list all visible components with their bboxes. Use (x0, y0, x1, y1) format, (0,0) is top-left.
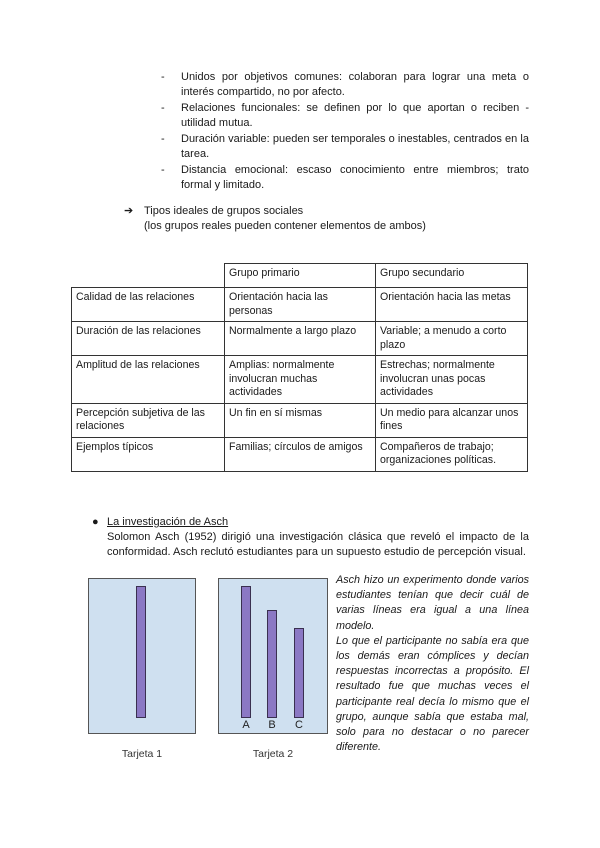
cell-primary: Un fin en sí mismas (225, 403, 376, 437)
list-item-text: Unidos por objetivos comunes: colaboran para lograr una meta o interés compartido, no por afecto. (181, 71, 529, 98)
card-2 (218, 578, 328, 734)
comparison-line-b (267, 610, 277, 718)
table-row (72, 288, 528, 322)
list-item (161, 101, 529, 131)
cell-primary: Familias; círculos de amigos (225, 437, 376, 471)
characteristics-list (161, 70, 529, 194)
cell-secondary: Compañeros de trabajo; organizaciones políticas. (376, 437, 528, 471)
label-c: C (295, 719, 303, 731)
ideal-types-subtitle: (los grupos reales pueden contener elementos de ambos) (144, 220, 426, 232)
list-item-text: Relaciones funcionales: se definen por lo que aportan o reciben - utilidad mutua. (181, 102, 529, 129)
cell-secondary: Orientación hacia las metas (376, 288, 528, 322)
dash-marker: - (161, 133, 165, 145)
dash-marker: - (161, 164, 165, 176)
cell-secondary: Estrechas; normalmente involucran unas pocas actividades (376, 356, 528, 404)
asch-title: La investigación de Asch (107, 516, 229, 528)
experiment-note (336, 573, 529, 755)
cell-primary: Amplias: normalmente involucran muchas actividades (225, 356, 376, 404)
table-row (72, 437, 528, 471)
asch-body: Solomon Asch (1952) dirigió una investigación clásica que reveló el impacto de la conformidad. Asch reclutó estudiantes para un supuesto estudio de percepción visual. (107, 531, 529, 558)
cell-secondary: Variable; a menudo a corto plazo (376, 322, 528, 356)
table-corner-cell (72, 264, 225, 288)
cell-secondary: Un medio para alcanzar unos fines (376, 403, 528, 437)
label-b: B (268, 719, 276, 731)
ideal-types-heading (124, 204, 426, 234)
bullet-icon: ● (92, 516, 99, 528)
comparison-line-c (294, 628, 304, 718)
arrow-icon: ➔ (124, 205, 134, 217)
row-label: Calidad de las relaciones (72, 288, 225, 322)
table-row (72, 322, 528, 356)
row-label: Percepción subjetiva de las relaciones (72, 403, 225, 437)
dash-marker: - (161, 102, 165, 114)
row-label: Amplitud de las relaciones (72, 356, 225, 404)
table-row (72, 356, 528, 404)
dash-marker: - (161, 71, 165, 83)
table-header-row (72, 264, 528, 288)
reference-line (136, 586, 146, 718)
table-row (72, 403, 528, 437)
list-item-text: Distancia emocional: escaso conocimiento entre miembros; trato formal y limitado. (181, 164, 529, 191)
experiment-note-para-2: Lo que el participante no sabía era que los demás eran cómplices y decían respuestas incorrectas a propósito. El resultado fue que muchas veces el participante real decía lo mismo que el grupo, aunque sabía que estaba mal, solo para no destacar o no parecer diferente. (336, 634, 529, 754)
cell-primary: Orientación hacia las personas (225, 288, 376, 322)
comparison-line-a (241, 586, 251, 718)
header-primary: Grupo primario (225, 264, 376, 288)
list-item (161, 163, 529, 193)
experiment-note-para-1: Asch hizo un experimento donde varios estudiantes tenían que decir cuál de varias líneas era igual a una línea modelo. (336, 574, 529, 632)
label-a: A (242, 719, 250, 731)
row-label: Ejemplos típicos (72, 437, 225, 471)
header-secondary: Grupo secundario (376, 264, 528, 288)
card-1-caption: Tarjeta 1 (121, 748, 163, 760)
cell-primary: Normalmente a largo plazo (225, 322, 376, 356)
list-item (161, 70, 529, 100)
row-label: Duración de las relaciones (72, 322, 225, 356)
list-item (161, 132, 529, 162)
ideal-types-title: Tipos ideales de grupos sociales (144, 205, 304, 217)
groups-comparison-table (71, 263, 528, 472)
card-1 (88, 578, 196, 734)
asch-section (92, 515, 529, 560)
card-2-caption: Tarjeta 2 (252, 748, 294, 760)
list-item-text: Duración variable: pueden ser temporales o inestables, centrados en la tarea. (181, 133, 529, 160)
